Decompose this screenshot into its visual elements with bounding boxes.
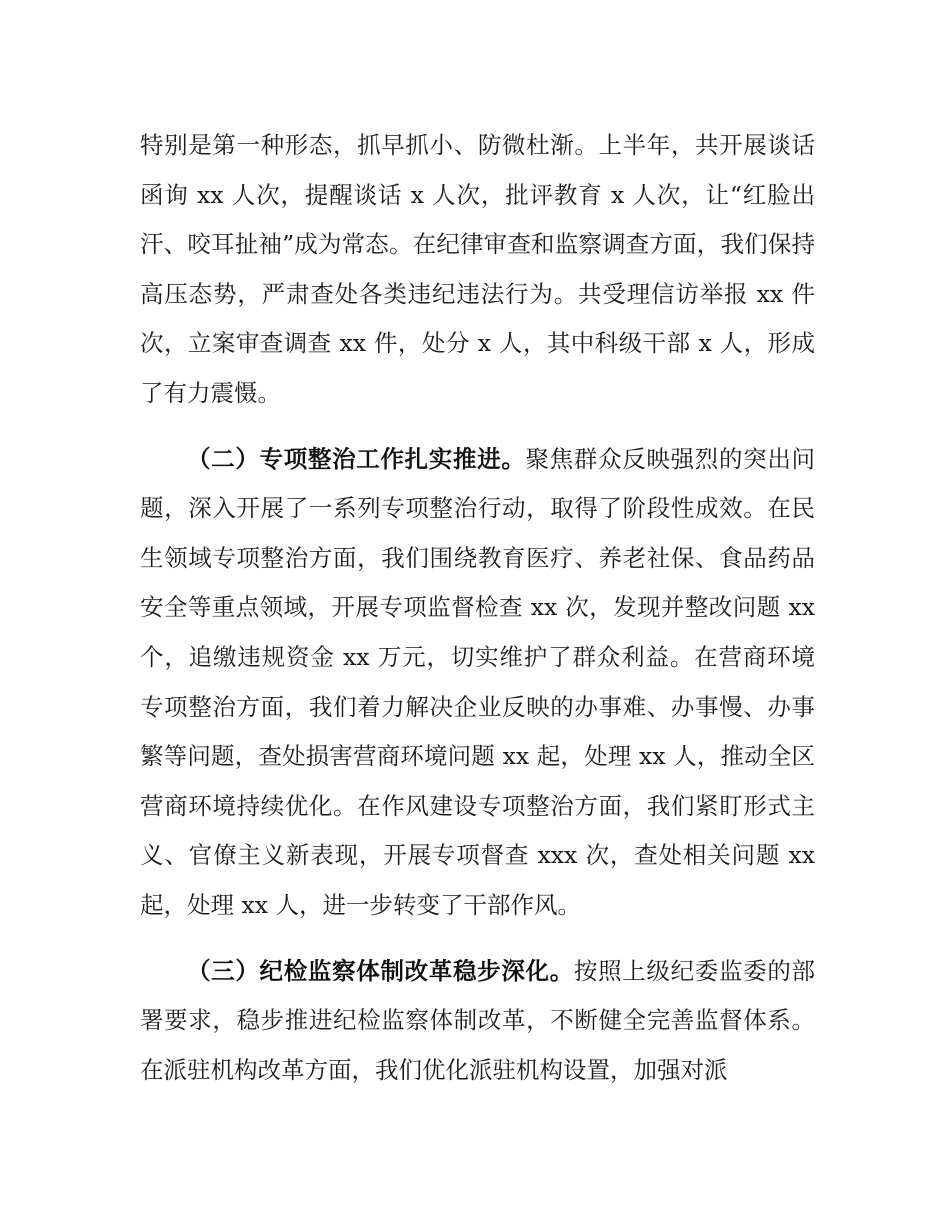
section-heading-2: （二）专项整治工作扎实推进。 bbox=[187, 444, 526, 473]
document-body bbox=[140, 121, 815, 1095]
paragraph-3 bbox=[140, 947, 815, 1096]
paragraph-1-text: 特别是第一种形态，抓早抓小、防微杜渐。上半年，共开展谈话函询 xx 人次，提醒谈话 x 人次，批评教育 x 人次，让“红脸出汗、咬耳扯袖”成为常态。在纪律审查和监察调查方面，我们保持高压态势，严肃查处各类违纪违法行为。共受理信访举报 xx 件次，立案审查调查 xx 件，处分 x 人，其中科级干部 x 人，形成了有力震慑。 bbox=[140, 131, 815, 407]
paragraph-3-text: 按照上级纪委监委的部署要求，稳步推进纪检监察体制改革，不断健全完善监督体系。在派驻机构改革方面，我们优化派驻机构设置，加强对派 bbox=[140, 956, 816, 1084]
paragraph-1 bbox=[140, 121, 815, 419]
section-heading-3: （三）纪检监察体制改革稳步深化。 bbox=[187, 956, 574, 985]
paragraph-gap bbox=[140, 419, 815, 435]
paragraph-gap bbox=[140, 931, 815, 947]
paragraph-2-text: 聚焦群众反映强烈的突出问题，深入开展了一系列专项整治行动，取得了阶段性成效。在民生领域专项整治方面，我们围绕教育医疗、养老社保、食品药品安全等重点领域，开展专项监督检查 xx 次，发现并整改问题 xx 个，追缴违规资金 xx 万元，切实维护了群众利益。在营商环境专项整治方面，我们着力解决企业反映的办事难、办事慢、办事繁等问题，查处损害营商环境问题 xx 起，处理 xx 人，推动全区营商环境持续优化。在作风建设专项整治方面，我们紧盯形式主义、官僚主义新表现，开展专项督查 xxx 次，查处相关问题 xx 起，处理 xx 人，进一步转变了干部作风。 bbox=[140, 444, 816, 919]
paragraph-2 bbox=[140, 435, 815, 931]
